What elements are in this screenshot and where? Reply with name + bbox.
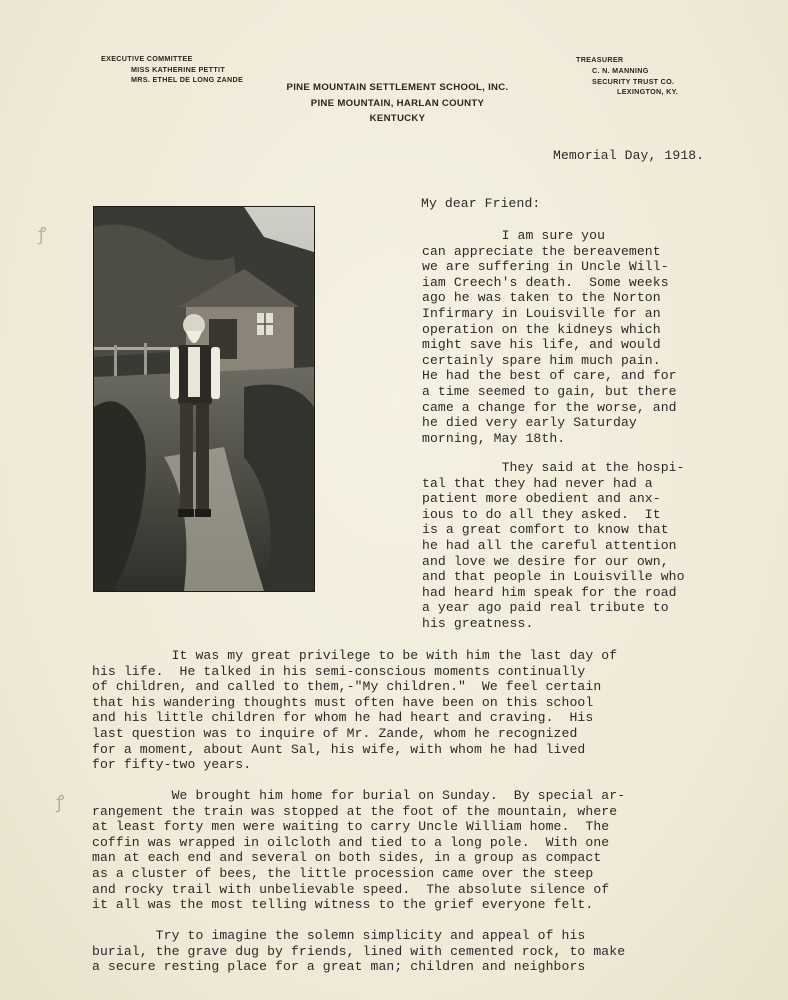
photo-image [94,207,314,591]
school-state: KENTUCKY [369,113,426,124]
school-name: PINE MOUNTAIN SETTLEMENT SCHOOL, INC. [286,82,509,93]
paragraph-5: Try to imagine the solemn simplicity and appeal of his burial, the grave dug by friends, lined with cemented rock, to make a secure resting place for a great man; children and neighbors [92,928,626,975]
school-location: PINE MOUNTAIN, HARLAN COUNTY [310,97,485,109]
committee-title: EXECUTIVE COMMITTEE [101,54,193,63]
letter-date: Memorial Day, 1918. [553,148,705,163]
committee-member-2: MRS. ETHEL DE LONG ZANDE [131,75,244,84]
photograph-uncle-william [93,206,315,592]
salutation: My dear Friend: [421,196,541,211]
paragraph-3: It was my great privilege to be with him the last day of his life. He talked in his semi-conscious moments continually of children, and called to them,-"My children." We feel certain that his wandering thoughts must often have been on this school and his little children for whom he had heart and craving. His last question was to inquire of Mr. Zande, whom he recognized for a moment, about Aunt Sal, his wife, with whom he had lived for fifty-two years. [92,648,618,773]
treasurer-city: LEXINGTON, KY. [617,87,679,96]
treasurer-company: SECURITY TRUST CO. [592,77,675,86]
paragraph-1: I am sure you can appreciate the bereavement we are suffering in Uncle Will- iam Creech's death. Some weeks ago he was taken to the Norton Infirmary in Louisville for an operation on the kidneys which might save his life, and would certainly spare him much pain. He had the best of care, and for a time seemed to gain, but there came a change for the worse, and he died very early Saturday morning, May 18th. [422,228,677,446]
treasurer-name: C. N. MANNING [592,66,649,75]
school-header [250,80,545,127]
paragraph-4: We brought him home for burial on Sunday. By special ar- rangement the train was stopped at the foot of the mountain, where at least forty men were waiting to carry Uncle William home. The coffin was wrapped in oilcloth and tied to a long pole. With one man at each end and several on both sides, in a group as compact as a cluster of bees, the little procession came over the steep and rocky trail with unbelievable speed. The absolute silence of it all was the most telling witness to the grief everyone felt. [92,788,626,913]
committee-member-1: MISS KATHERINE PETTIT [131,65,226,74]
paragraph-2: They said at the hospi- tal that they had never had a patient more obedient and anx- ious to do all they asked. It is a great comfort to know that he had all the careful attention and love we desire for our own, and that people in Louisville who had heard him speak for the road a year ago paid real tribute to his greatness. [422,460,685,631]
paper-mark: ꝭ [38,224,47,245]
treasurer-title: TREASURER [576,55,624,64]
paper-mark: ꝭ [56,792,65,813]
